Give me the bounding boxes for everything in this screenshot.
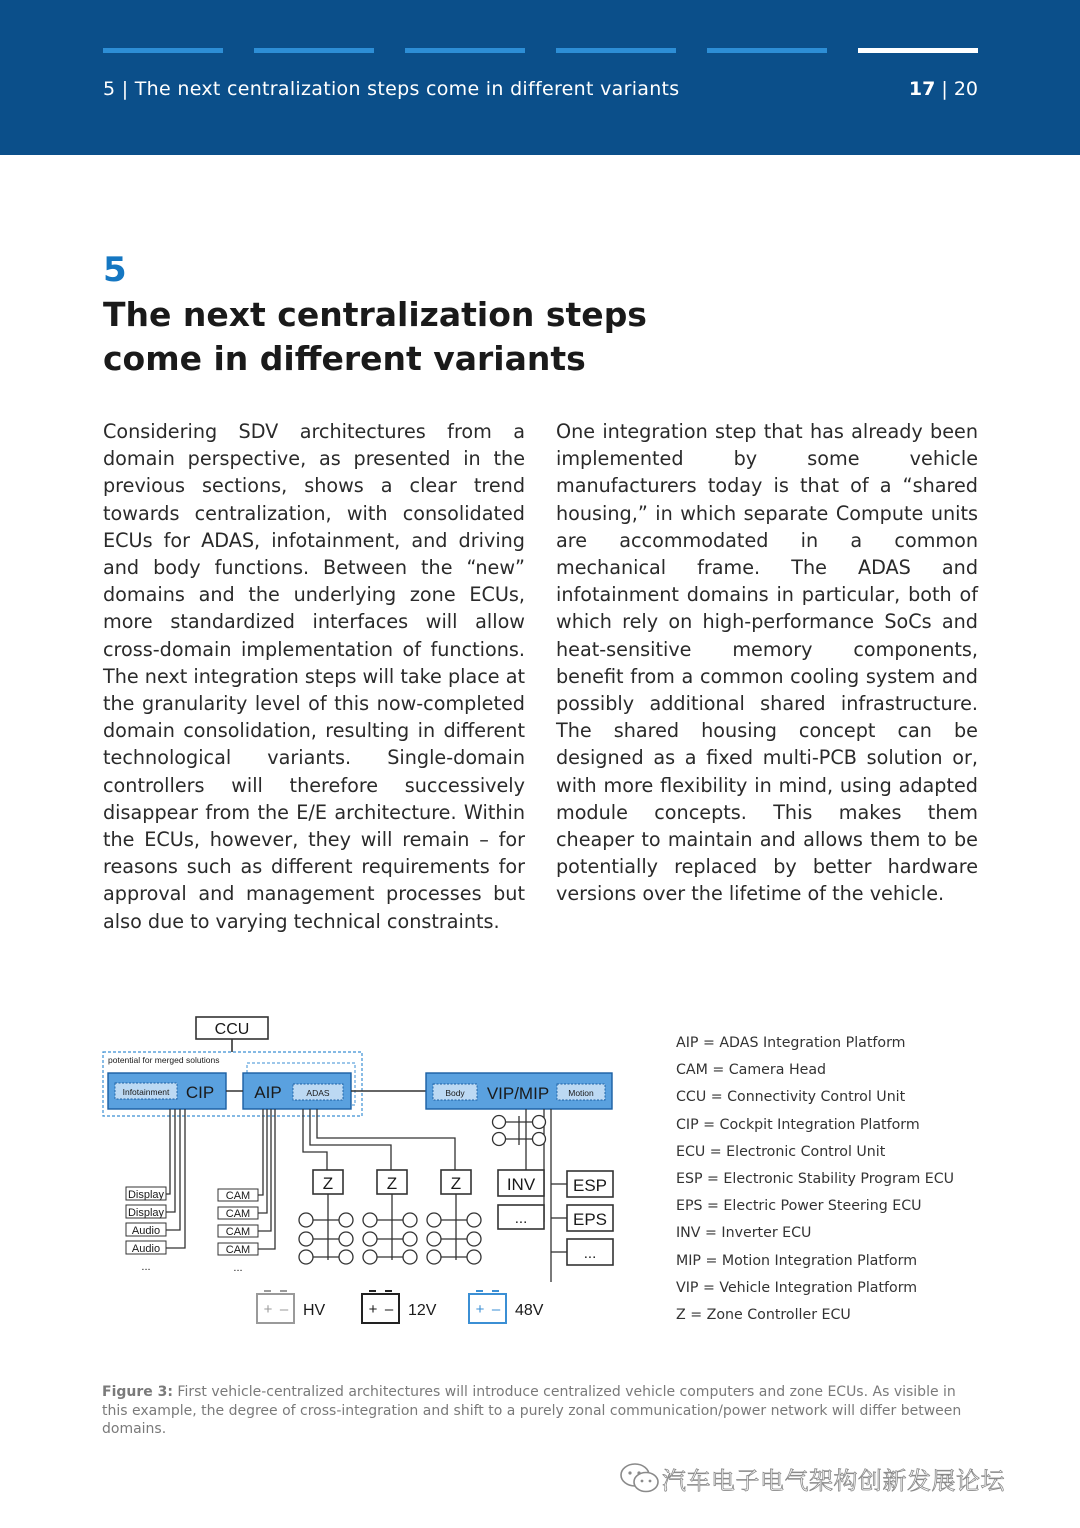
battery-minus: – — [491, 1301, 501, 1318]
node — [363, 1232, 377, 1246]
header-title: 5 | The next centralization steps come in different variants — [103, 78, 680, 100]
figure-label: Figure 3: — [102, 1384, 173, 1400]
progress-segment — [103, 48, 223, 53]
node — [339, 1232, 353, 1246]
vip-nodes — [493, 1116, 546, 1146]
node — [493, 1116, 506, 1129]
battery-minus: – — [384, 1301, 394, 1318]
inv-label: INV — [506, 1175, 536, 1194]
zone-controllers — [313, 1170, 471, 1194]
zone-label: Z — [322, 1174, 334, 1193]
legend-item: CIP = Cockpit Integration Platform — [676, 1116, 920, 1133]
eps-label: EPS — [572, 1210, 608, 1229]
esp-label: ESP — [572, 1176, 608, 1195]
camera-label: CAM — [225, 1244, 251, 1256]
motion-links — [551, 1184, 567, 1252]
node — [299, 1232, 313, 1246]
node — [467, 1213, 481, 1227]
cip-bus — [166, 1109, 185, 1248]
node — [493, 1133, 506, 1146]
node — [403, 1232, 417, 1246]
page-separator: | — [935, 78, 954, 100]
legend-item: INV = Inverter ECU — [676, 1225, 812, 1242]
display-label: Display — [127, 1189, 165, 1201]
battery-plus: + — [475, 1301, 485, 1318]
ccu-label: CCU — [214, 1021, 250, 1038]
aip-label: AIP — [254, 1083, 282, 1102]
node — [339, 1213, 353, 1227]
architecture-diagram — [100, 1012, 620, 1332]
node — [339, 1250, 353, 1264]
audio-label: Audio — [131, 1243, 161, 1255]
node — [299, 1250, 313, 1264]
page-indicator — [880, 78, 978, 100]
battery-hv-icon — [257, 1294, 294, 1323]
battery-48v — [469, 1291, 544, 1323]
progress-segment — [405, 48, 525, 53]
section-title: The next centralization steps come in different variants — [103, 295, 647, 378]
battery-plus: + — [368, 1301, 378, 1318]
progress-segment-current — [858, 48, 978, 53]
node — [467, 1250, 481, 1264]
legend-item: CCU = Connectivity Control Unit — [676, 1089, 906, 1106]
legend-item: EPS = Electric Power Steering ECU — [676, 1198, 922, 1215]
section-number: 5 — [103, 250, 127, 290]
zone-label: Z — [450, 1174, 462, 1193]
legend-item: CAM = Camera Head — [676, 1062, 827, 1079]
node — [427, 1213, 441, 1227]
watermark — [618, 1458, 1005, 1498]
ecu-more-label: ... — [514, 1210, 528, 1227]
legend-item: Z = Zone Controller ECU — [676, 1307, 851, 1324]
camera-label: CAM — [225, 1226, 251, 1238]
wechat-icon — [618, 1458, 662, 1498]
legend-item: ECU = Electronic Control Unit — [676, 1143, 886, 1160]
progress-segment — [254, 48, 374, 53]
audio-label: Audio — [131, 1225, 161, 1237]
zone-nodes — [299, 1194, 481, 1264]
aip-zone-lines — [303, 1109, 455, 1170]
battery-minus: – — [279, 1301, 289, 1318]
legend-item: ESP = Electronic Stability Program ECU — [676, 1171, 955, 1188]
infotainment-label: Infotainment — [122, 1087, 170, 1097]
legend-item: VIP = Vehicle Integration Platform — [676, 1279, 918, 1296]
more-label: ... — [141, 1261, 151, 1273]
vip-mip-label: VIP/MIP — [486, 1084, 550, 1103]
battery-12v-label: 12V — [408, 1302, 437, 1319]
page-total: 20 — [953, 78, 978, 100]
battery-hv — [257, 1291, 326, 1323]
battery-12v-icon — [362, 1294, 399, 1323]
battery-48v-label: 48V — [515, 1302, 544, 1319]
battery-plus: + — [263, 1301, 273, 1318]
node — [363, 1213, 377, 1227]
body-column-right: One integration step that has already been implemented by some vehicle manufacturers today is that of a “shared housing,” in which separate Compute units are accommodated in a common mechanical frame. The ADAS and infotainment domains in particular, both of which rely on high-performance SoCs and heat-sensitive memory components, benefit from a common cooling system and possibly additional shared infrastructure. The shared housing concept can be designed as a fixed multi-PCB solution or, with more flexibility in mind, using adapted module concepts. This makes them cheaper to maintain and allows them to be potentially replaced by better hardware versions over the lifetime of the vehicle. — [556, 420, 978, 906]
aip-camera-bus — [258, 1109, 275, 1249]
battery-12v — [362, 1291, 437, 1323]
node — [467, 1232, 481, 1246]
battery-hv-label: HV — [303, 1302, 326, 1319]
motion-more-label: ... — [583, 1245, 597, 1262]
figure-caption-text: First vehicle-centralized architectures will introduce centralized vehicle computers and zone ECUs. As visible in this example, the degree of cross-integration and shift to a purely zonal communication/power network will differ between domains. — [102, 1384, 962, 1437]
more-label: ... — [233, 1262, 243, 1274]
zone-label: Z — [386, 1174, 398, 1193]
figure-caption — [102, 1383, 980, 1439]
body-column-left: Considering SDV architectures from a domain perspective, as presented in the previous sections, shows a clear trend towards centralization, with consolidated ECUs for ADAS, infotainment, and driving and body functions. Between the “new” domains and the underlying zone ECUs, more standardized interfaces will allow cross-domain implementation of functions. The next integration steps will take place at the granularity level of this now-completed domain consolidation, resulting in different technological variants. Single-domain controllers will therefore successively disappear from the E/E architecture. Within the ECUs, however, they will remain – for reasons such as different requirements for approval and management processes but also due to varying technical constraints. — [103, 420, 525, 933]
camera-list — [218, 1189, 258, 1274]
node — [533, 1116, 546, 1129]
node — [427, 1250, 441, 1264]
cip-label: CIP — [185, 1083, 215, 1102]
watermark-text: 汽车电子电气架构创新发展论坛 — [662, 1466, 1005, 1495]
merged-label: potential for merged solutions — [108, 1055, 220, 1065]
page-current: 17 — [908, 78, 936, 100]
battery-48v-icon — [469, 1294, 506, 1323]
node — [403, 1213, 417, 1227]
node — [299, 1213, 313, 1227]
node — [403, 1250, 417, 1264]
body-label: Body — [445, 1088, 465, 1098]
abbreviation-legend — [676, 1030, 1006, 1329]
camera-label: CAM — [225, 1208, 251, 1220]
motion-label: Motion — [568, 1088, 594, 1098]
legend-item: MIP = Motion Integration Platform — [676, 1252, 918, 1269]
legend-item: AIP = ADAS Integration Platform — [676, 1035, 906, 1051]
progress-segment — [556, 48, 676, 53]
node — [427, 1232, 441, 1246]
node — [533, 1133, 546, 1146]
display-label: Display — [127, 1207, 165, 1219]
adas-label: ADAS — [306, 1088, 330, 1098]
display-audio-list — [126, 1187, 166, 1273]
progress-segment — [707, 48, 827, 53]
page-header — [0, 0, 1080, 155]
camera-label: CAM — [225, 1190, 251, 1202]
node — [363, 1250, 377, 1264]
